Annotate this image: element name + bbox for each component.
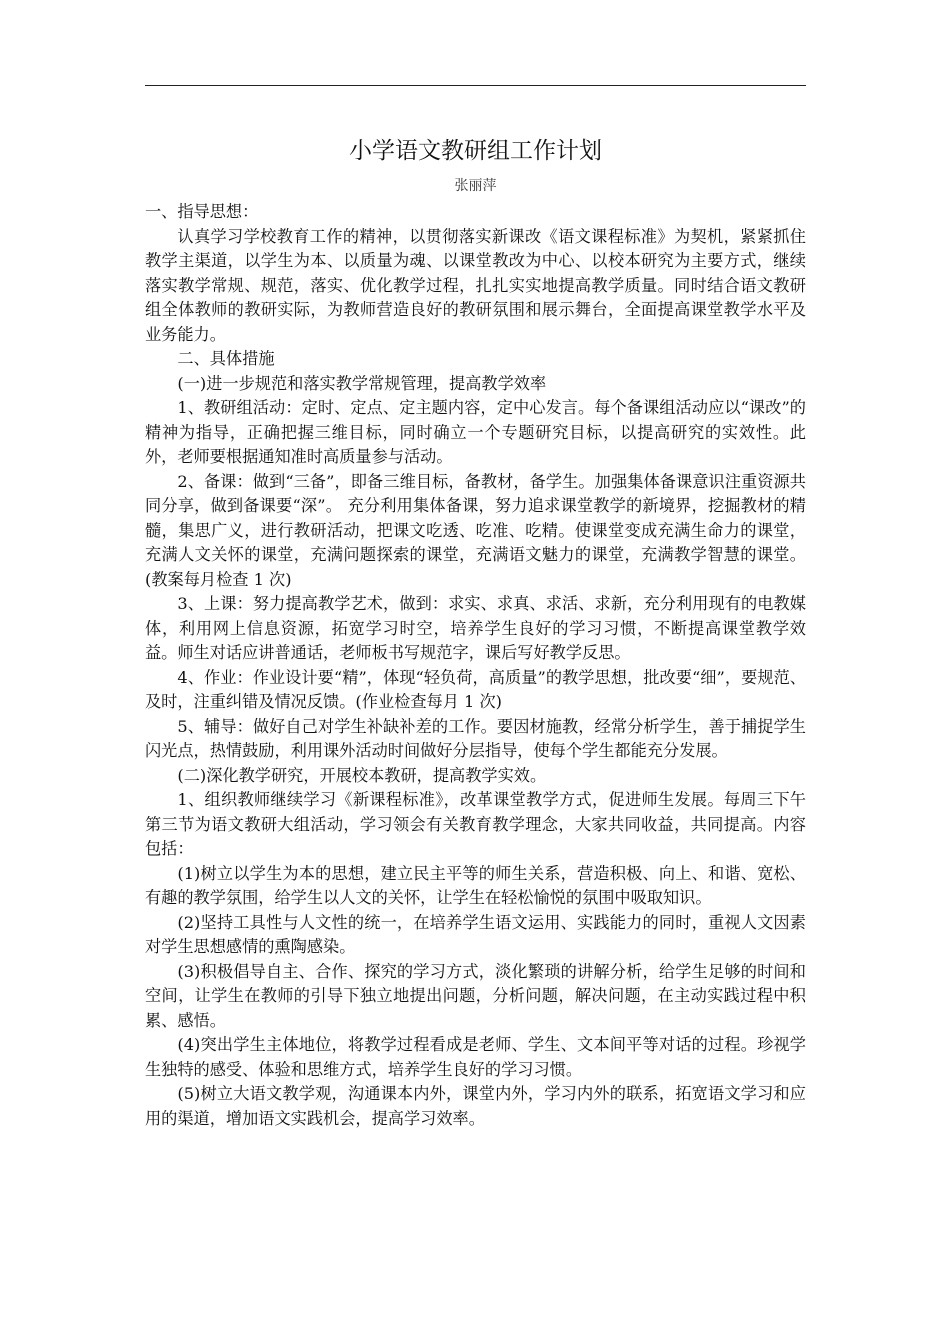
paragraph-guiding-thought: 认真学习学校教育工作的精神，以贯彻落实新课改《语文课程标准》为契机，紧紧抓住教学主渠道，以学生为本、以质量为魂、以课堂教改为中心、以校本研究为主要方式，继续落实教学常规、规范，落实、优化教学过程，扎扎实实地提高教学质量。同时结合语文教研组全体教师的教研实际，为教师营造良好的教研氛围和展示舞台，全面提高课堂教学水平及业务能力。 (145, 226, 806, 344)
document-body (145, 200, 806, 1131)
paragraph-content-3: (3)积极倡导自主、合作、探究的学习方式，淡化繁琐的讲解分析，给学生足够的时间和空间，让学生在教师的引导下独立地提出问题，分析问题，解决问题，在主动实践过程中积累、感悟。 (145, 961, 806, 1030)
paragraph-item-study-standards: 1、组织教师继续学习《新课程标准》，改革课堂教学方式，促进师生发展。每周三下午第三节为语文教研大组活动，学习领会有关教育教学理念，大家共同收益，共同提高。内容包括： (145, 790, 806, 858)
paragraph-item-lesson-prep: 2、备课：做到“三备”，即备三维目标，备教材，备学生。加强集体备课意识注重资源共同分享，做到备课要“深”。 充分利用集体备课，努力追求课堂教学的新境界，挖掘教材的精髓，集思广义，进行教研活动，把课文吃透、吃准、吃精。使课堂变成充满生命力的课堂，充满人文关怀的课堂，充满问题探索的课堂，充满语文魅力的课堂，充满教学智慧的课堂。(教案每月检查 1 次) (145, 471, 806, 589)
paragraph-item-teaching: 3、上课：努力提高教学艺术，做到：求实、求真、求活、求新，充分利用现有的电教媒体，利用网上信息资源，拓宽学习时空，培养学生良好的学习习惯，不断提高课堂教学效益。师生对话应讲普通话，老师板书写规范字，课后写好教学反思。 (145, 594, 806, 662)
document-author: 张丽萍 (454, 178, 497, 194)
paragraph-item-research-group: 1、教研组活动：定时、定点、定主题内容，定中心发言。每个备课组活动应以“课改”的精神为指导，正确把握三维目标，同时确立一个专题研究目标，以提高研究的实效性。此外，老师要根据通知准时高质量参与活动。 (145, 398, 806, 466)
document-page (145, 0, 806, 1344)
subsection-heading-routine: (一)进一步规范和落实教学常规管理，提高教学效率 (177, 373, 547, 393)
paragraph-content-5: (5)树立大语文教学观，沟通课本内外，课堂内外，学习内外的联系，拓宽语文学习和应用的渠道，增加语文实践机会，提高学习效率。 (145, 1084, 806, 1128)
header-rule (145, 85, 806, 86)
paragraph-content-2: (2)坚持工具性与人文性的统一，在培养学生语文运用、实践能力的同时，重视人文因素对学生思想感情的熏陶感染。 (145, 912, 806, 956)
paragraph-content-1: (1)树立以学生为本的思想，建立民主平等的师生关系，营造积极、向上、和谐、宽松、有趣的教学氛围，给学生以人文的关怀，让学生在轻松愉悦的氛围中吸取知识。 (145, 863, 806, 907)
section-heading-guiding-thought: 一、指导思想： (145, 202, 259, 221)
paragraph-item-homework: 4、作业：作业设计要“精”，体现“轻负荷，高质量”的教学思想，批改要“细”，要规范、及时，注重纠错及情况反馈。(作业检查每月 1 次) (145, 667, 806, 711)
paragraph-content-4: (4)突出学生主体地位，将教学过程看成是老师、学生、文本间平等对话的过程。珍视学生独特的感受、体验和思维方式，培养学生良好的学习习惯。 (145, 1035, 806, 1079)
section-heading-measures: 二、具体措施 (177, 349, 275, 368)
paragraph-item-tutoring: 5、辅导：做好自己对学生补缺补差的工作。要因材施教，经常分析学生，善于捕捉学生闪光点，热情鼓励，利用课外活动时间做好分层指导，使每个学生都能充分发展。 (145, 716, 806, 760)
subsection-heading-research: (二)深化教学研究，开展校本教研，提高教学实效。 (177, 765, 547, 785)
document-title: 小学语文教研组工作计划 (349, 138, 602, 164)
